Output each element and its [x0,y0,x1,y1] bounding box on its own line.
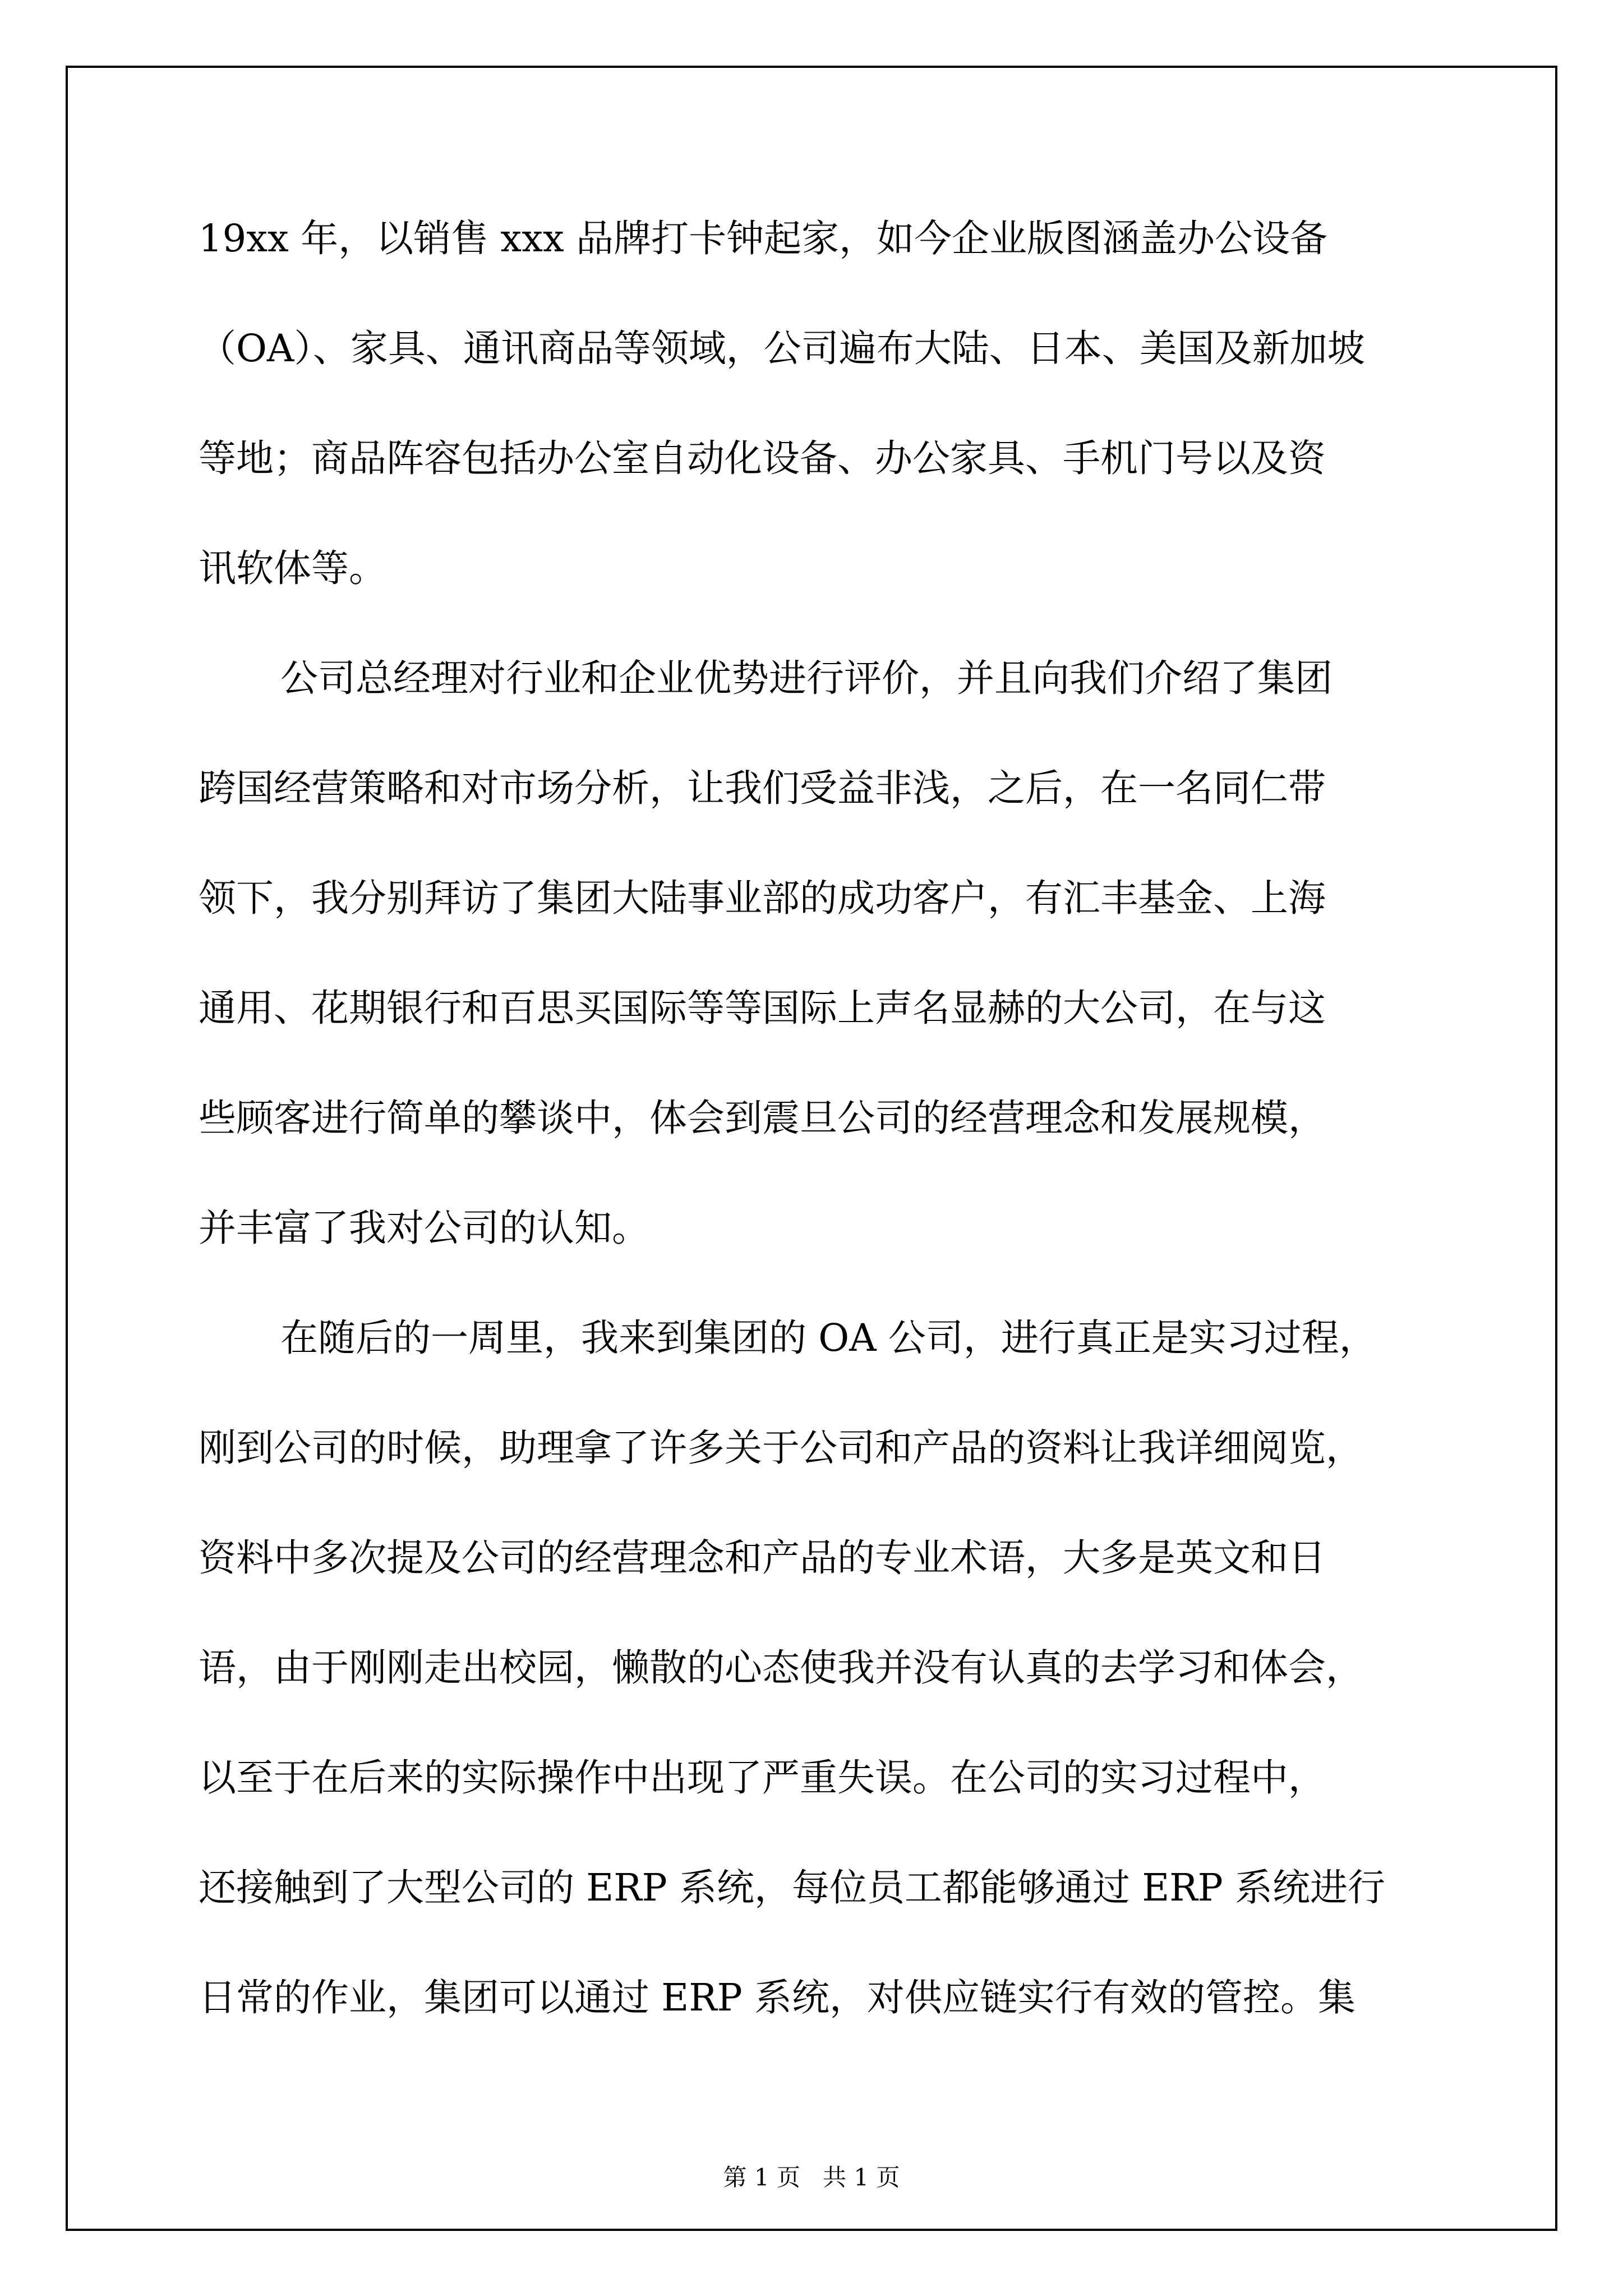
text-line: （OA）、家具、通讯商品等领域，公司遍布大陆、日本、美国及新加坡 [199,326,1365,370]
text-line: 语，由于刚刚走出校园，懒散的心态使我并没有认真的去学习和体会， [199,1646,1363,1690]
text-line: 些顾客进行简单的攀谈中，体会到震旦公司的经营理念和发展规模， [199,1096,1326,1140]
text-line: 等地；商品阵容包括办公室自动化设备、办公家具、手机门号以及资 [199,436,1326,480]
text-line: 日常的作业，集团可以通过 ERP 系统，对供应链实行有效的管控。集 [199,1976,1356,2019]
text-line: 以至于在后来的实际操作中出现了严重失误。在公司的实习过程中， [199,1756,1326,1800]
page-number-footer: 第 1 页 共 1 页 [723,2164,900,2191]
text-line: 在随后的一周里，我来到集团的 OA 公司，进行真正是实习过程， [280,1316,1377,1360]
text-line: 跨国经营策略和对市场分析，让我们受益非浅，之后，在一名同仁带 [199,766,1326,810]
text-line: 资料中多次提及公司的经营理念和产品的专业术语，大多是英文和日 [199,1536,1326,1580]
text-line: 公司总经理对行业和企业优势进行评价，并且向我们介绍了集团 [280,656,1332,700]
text-line: 通用、花期银行和百思买国际等等国际上声名显赫的大公司，在与这 [199,986,1326,1030]
text-line: 讯软体等。 [199,546,386,590]
text-line: 刚到公司的时候，助理拿了许多关于公司和产品的资料让我详细阅览， [199,1426,1363,1470]
text-line: 19xx 年，以销售 xxx 品牌打卡钟起家，如今企业版图涵盖办公设备 [199,217,1328,260]
text-line: 并丰富了我对公司的认知。 [199,1206,649,1250]
text-line: 领下，我分别拜访了集团大陆事业部的成功客户，有汇丰基金、上海 [199,876,1326,920]
text-line: 还接触到了大型公司的 ERP 系统，每位员工都能够通过 ERP 系统进行 [199,1866,1386,1910]
